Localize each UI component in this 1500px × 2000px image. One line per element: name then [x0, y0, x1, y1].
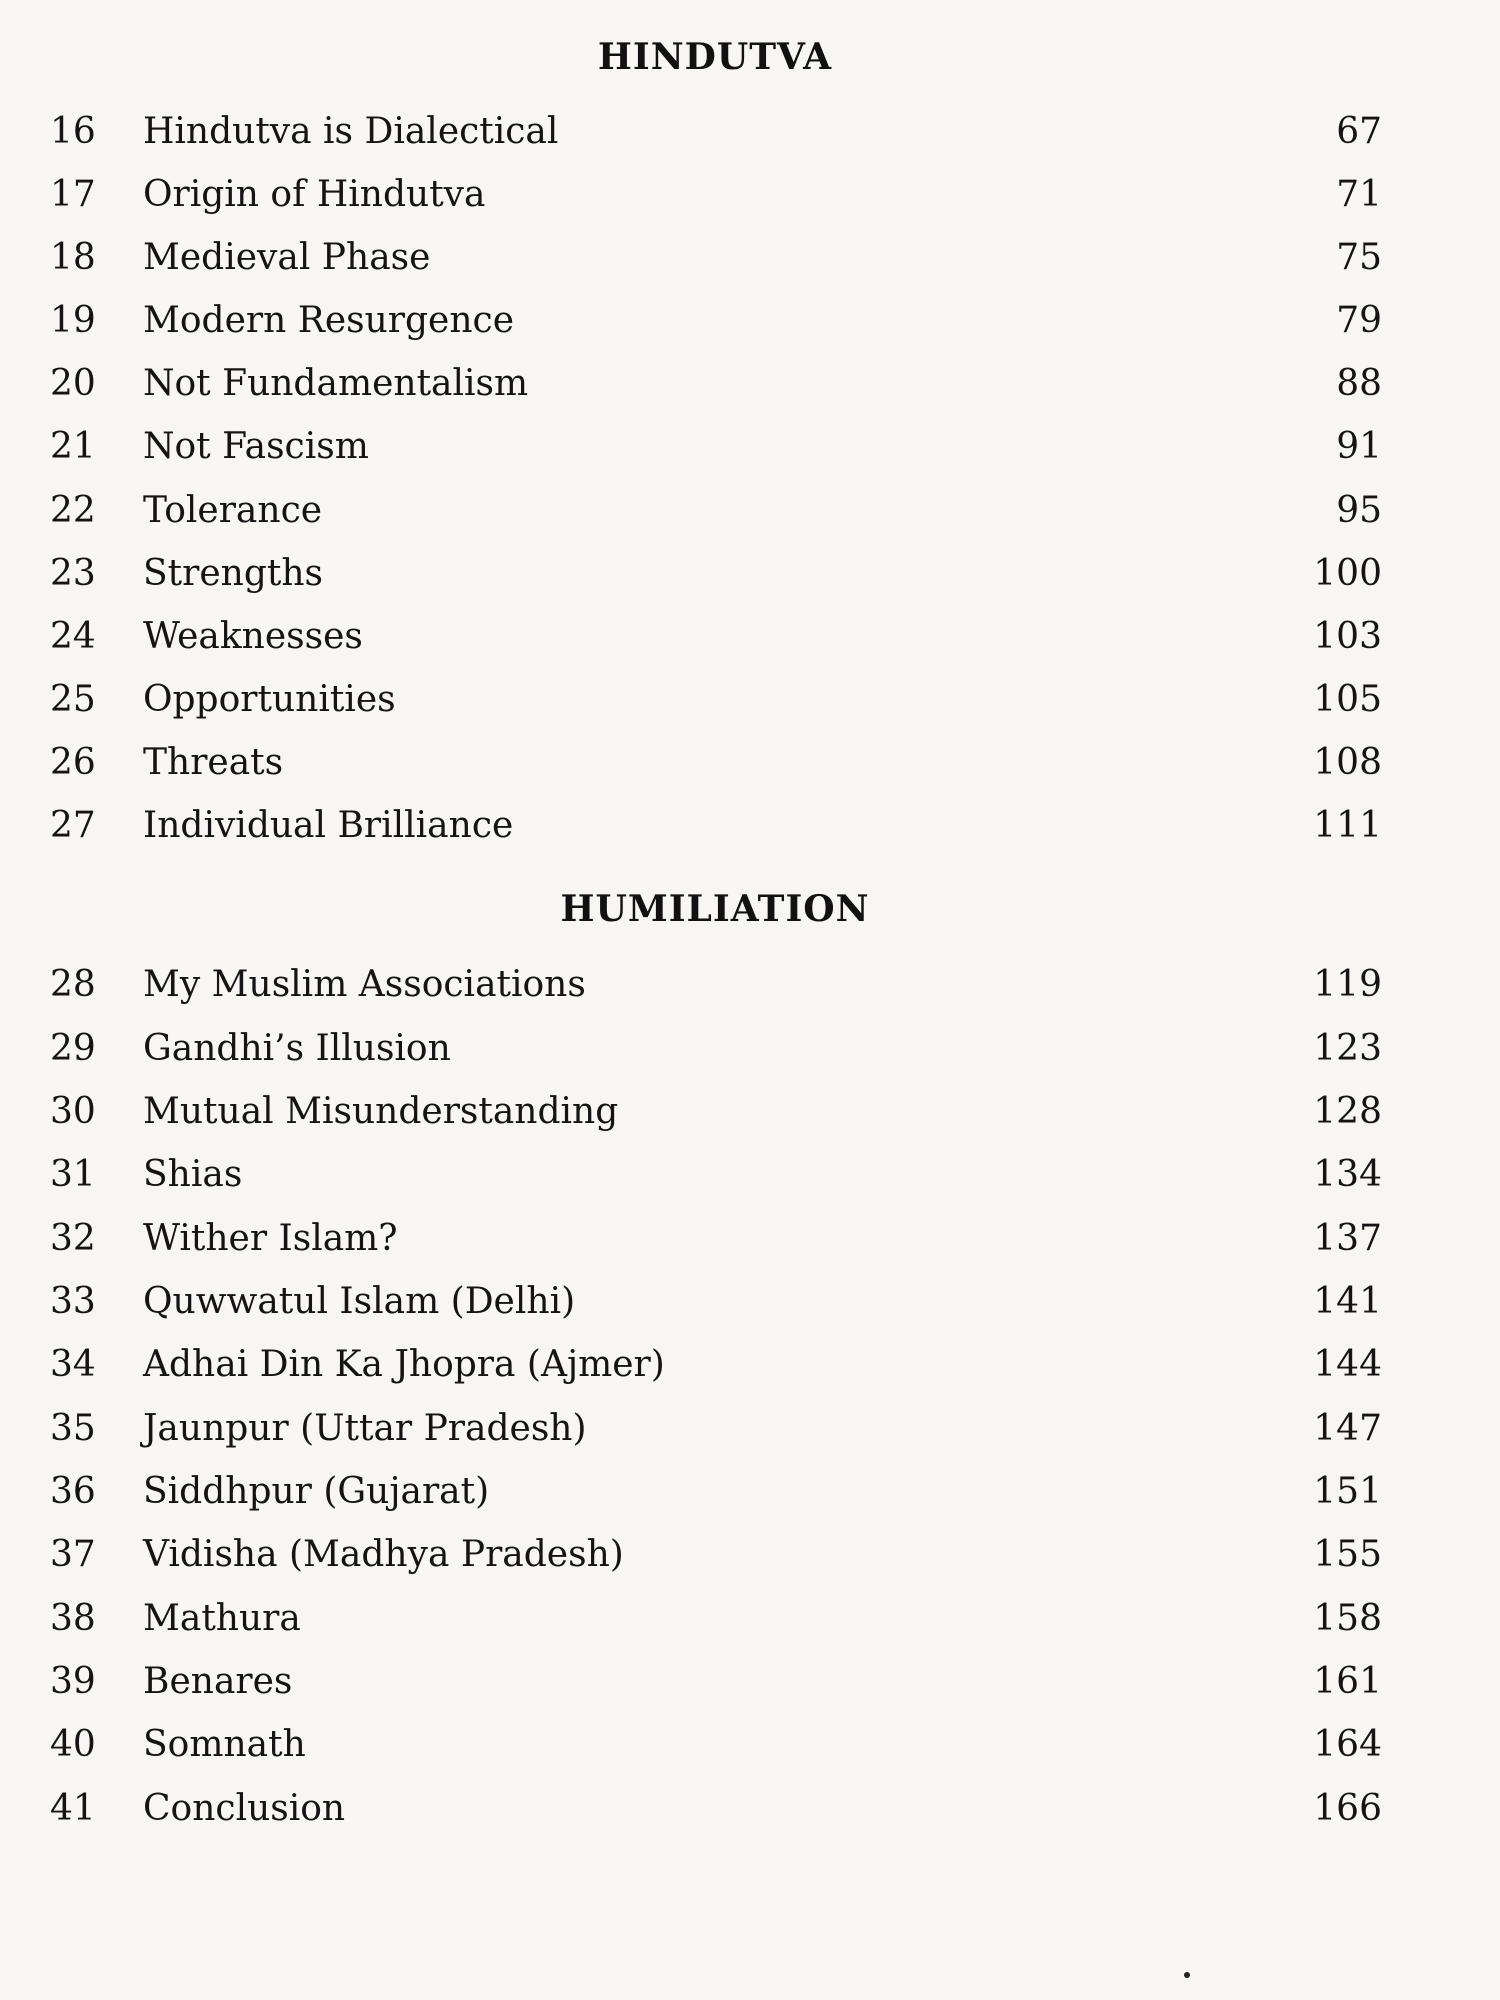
chapter-title: Individual Brilliance — [143, 805, 514, 846]
toc-entry — [0, 738, 1500, 788]
page-number: 134 — [1313, 1154, 1382, 1195]
chapter-number: 37 — [50, 1534, 96, 1575]
page-number: 166 — [1313, 1788, 1382, 1829]
page-number: 67 — [1336, 111, 1382, 152]
chapter-title: Origin of Hindutva — [143, 174, 486, 215]
chapter-number: 30 — [50, 1091, 96, 1132]
page-number: 105 — [1313, 679, 1382, 720]
toc-entry — [0, 1340, 1500, 1390]
page-number: 161 — [1313, 1661, 1382, 1702]
chapter-title: Shias — [143, 1154, 243, 1195]
section-heading-hindutva: HINDUTVA — [597, 36, 833, 78]
chapter-number: 40 — [50, 1724, 96, 1765]
chapter-title: Mathura — [143, 1598, 301, 1639]
chapter-title: Not Fundamentalism — [143, 363, 529, 404]
chapter-title: Modern Resurgence — [143, 300, 515, 341]
toc-entry — [0, 170, 1500, 220]
chapter-title: My Muslim Associations — [143, 964, 586, 1005]
chapter-title: Siddhpur (Gujarat) — [143, 1471, 490, 1512]
page-number: 75 — [1336, 237, 1382, 278]
page-number: 95 — [1336, 490, 1382, 531]
chapter-title: Wither Islam? — [143, 1218, 398, 1259]
chapter-title: Benares — [143, 1661, 293, 1702]
toc-entry — [0, 1720, 1500, 1770]
page-number: 147 — [1313, 1408, 1382, 1449]
chapter-number: 26 — [50, 742, 96, 783]
page-number: 119 — [1313, 964, 1382, 1005]
chapter-number: 32 — [50, 1218, 96, 1259]
toc-entry — [0, 549, 1500, 599]
chapter-title: Opportunities — [143, 679, 396, 720]
page-number: 144 — [1313, 1344, 1382, 1385]
page-number: 158 — [1313, 1598, 1382, 1639]
chapter-number: 18 — [50, 237, 96, 278]
chapter-title: Gandhi’s Illusion — [143, 1028, 451, 1069]
toc-entry — [0, 107, 1500, 157]
toc-entry — [0, 1784, 1500, 1834]
toc-entry — [0, 422, 1500, 472]
page-number: 123 — [1313, 1028, 1382, 1069]
chapter-number: 39 — [50, 1661, 96, 1702]
toc-entry — [0, 1024, 1500, 1074]
chapter-number: 27 — [50, 805, 96, 846]
page-number: 128 — [1313, 1091, 1382, 1132]
chapter-title: Mutual Misunderstanding — [143, 1091, 619, 1132]
toc-entry — [0, 1530, 1500, 1580]
chapter-number: 25 — [50, 679, 96, 720]
page-number: 108 — [1313, 742, 1382, 783]
chapter-number: 20 — [50, 363, 96, 404]
section-heading-humiliation: HUMILIATION — [560, 888, 870, 930]
chapter-title: Somnath — [143, 1724, 306, 1765]
toc-entry — [0, 1277, 1500, 1327]
chapter-number: 17 — [50, 174, 96, 215]
toc-entry — [0, 1467, 1500, 1517]
chapter-title: Quwwatul Islam (Delhi) — [143, 1281, 576, 1322]
chapter-title: Medieval Phase — [143, 237, 431, 278]
toc-entry — [0, 486, 1500, 536]
chapter-number: 36 — [50, 1471, 96, 1512]
chapter-title: Tolerance — [143, 490, 323, 531]
page-number: 100 — [1313, 553, 1382, 594]
chapter-number: 24 — [50, 616, 96, 657]
toc-entry — [0, 1150, 1500, 1200]
page-number: 91 — [1336, 426, 1382, 467]
toc-entry — [0, 359, 1500, 409]
page-number: 155 — [1313, 1534, 1382, 1575]
chapter-number: 34 — [50, 1344, 96, 1385]
page-number: 71 — [1336, 174, 1382, 215]
toc-entry — [0, 675, 1500, 725]
chapter-title: Weaknesses — [143, 616, 363, 657]
toc-entry — [0, 1657, 1500, 1707]
chapter-title: Vidisha (Madhya Pradesh) — [143, 1534, 624, 1575]
chapter-number: 29 — [50, 1028, 96, 1069]
chapter-number: 21 — [50, 426, 96, 467]
chapter-number: 41 — [50, 1788, 96, 1829]
chapter-number: 35 — [50, 1408, 96, 1449]
page-number: 137 — [1313, 1218, 1382, 1259]
chapter-title: Hindutva is Dialectical — [143, 111, 559, 152]
toc-entry — [0, 233, 1500, 283]
toc-entry — [0, 1404, 1500, 1454]
chapter-number: 22 — [50, 490, 96, 531]
chapter-number: 38 — [50, 1598, 96, 1639]
chapter-number: 28 — [50, 964, 96, 1005]
chapter-number: 23 — [50, 553, 96, 594]
page-number: 103 — [1313, 616, 1382, 657]
chapter-title: Jaunpur (Uttar Pradesh) — [143, 1408, 587, 1449]
toc-entry — [0, 1594, 1500, 1644]
page-number: 111 — [1313, 805, 1382, 846]
toc-entry — [0, 1214, 1500, 1264]
toc-entry — [0, 960, 1500, 1010]
chapter-title: Threats — [143, 742, 284, 783]
chapter-title: Adhai Din Ka Jhopra (Ajmer) — [143, 1344, 665, 1385]
chapter-number: 31 — [50, 1154, 96, 1195]
toc-entry — [0, 296, 1500, 346]
page-number: 79 — [1336, 300, 1382, 341]
toc-entry — [0, 612, 1500, 662]
chapter-number: 19 — [50, 300, 96, 341]
chapter-title: Strengths — [143, 553, 323, 594]
toc-entry — [0, 801, 1500, 851]
ink-speck — [1184, 1972, 1190, 1978]
page-number: 141 — [1313, 1281, 1382, 1322]
chapter-title: Not Fascism — [143, 426, 369, 467]
page-number: 151 — [1313, 1471, 1382, 1512]
chapter-number: 16 — [50, 111, 96, 152]
page-number: 164 — [1313, 1724, 1382, 1765]
toc-entry — [0, 1087, 1500, 1137]
chapter-title: Conclusion — [143, 1788, 346, 1829]
chapter-number: 33 — [50, 1281, 96, 1322]
page-number: 88 — [1336, 363, 1382, 404]
